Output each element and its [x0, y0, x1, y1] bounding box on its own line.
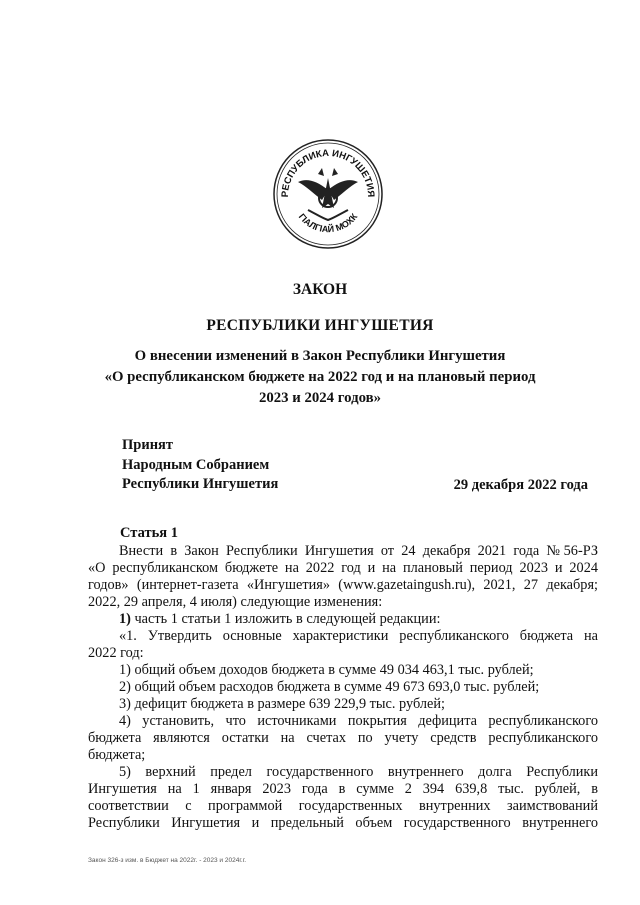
paragraph-line: «1. Утвердить основные характеристики республиканского бюджета на: [119, 628, 598, 644]
paragraph-line: 2022 год:: [88, 645, 144, 661]
paragraph-line: 2022, 29 апреля, 4 июля) следующие изменения:: [88, 594, 383, 610]
paragraph-line: бюджета являются остатки на счетах по учету средств республиканского: [88, 730, 598, 746]
paragraph-line: Республики Ингушетия и предельный объем государственного внутреннего: [88, 815, 598, 831]
paragraph-line: 2) общий объем расходов бюджета в сумме 49 673 693,0 тыс. рублей;: [119, 679, 540, 695]
emblem-top-text: РЕСПУБЛИКА ИНГУШЕТИЯ: [279, 147, 377, 198]
paragraph-line: Ингушетия на 1 января 2023 года в сумме 2 394 639,8 тыс. рублей, в: [88, 781, 598, 797]
paragraph-line: 1) общий объем доходов бюджета в сумме 49 034 463,1 тыс. рублей;: [119, 662, 534, 678]
adopted-label: Принят: [122, 437, 174, 453]
paragraph-line: Внести в Закон Республики Ингушетия от 24 декабря 2021 года №56-РЗ: [119, 543, 598, 559]
paragraph-line: [88, 611, 598, 628]
item-text: часть 1 статьи 1 изложить в следующей редакции:: [130, 611, 441, 627]
footer-filename: Закон 326-з изм. в Бюджет на 2022г. - 2023 и 2024г.г.: [88, 857, 247, 864]
coat-of-arms-emblem: [272, 138, 384, 250]
adopted-by-republic: Республики Ингушетия: [122, 476, 279, 492]
svg-text:ГIАЛГIАЙ МОХК: [297, 211, 360, 234]
paragraph-line: 5) верхний предел государственного внутреннего долга Республики: [119, 764, 598, 780]
item-number: 1): [119, 611, 131, 627]
paragraph-line: бюджета;: [88, 747, 146, 763]
paragraph-line: 4) установить, что источниками покрытия дефицита республиканского: [119, 713, 598, 729]
republic-heading: РЕСПУБЛИКИ ИНГУШЕТИЯ: [206, 317, 434, 334]
article-body: [88, 543, 598, 832]
paragraph-line: годов» (интернет-газета «Ингушетия» (www.gazetaingush.ru), 2021, 27 декабря;: [88, 577, 598, 593]
article-title: Статья 1: [120, 525, 178, 541]
paragraph-line: соответствии с программой государственных внутренних заимствований: [88, 798, 598, 814]
paragraph-line: 3) дефицит бюджета в размере 639 229,9 тыс. рублей;: [119, 696, 445, 712]
law-title-line-3: 2023 и 2024 годов»: [258, 390, 382, 406]
adopted-by-line: Народным Собранием: [122, 457, 270, 473]
paragraph-line: «О республиканском бюджете на 2022 год и на плановый период 2023 и 2024: [88, 560, 598, 576]
law-kind-heading: ЗАКОН: [292, 281, 348, 298]
law-title-line-2: «О республиканском бюджете на 2022 год и на плановый период: [104, 369, 536, 385]
law-title-line-1: О внесении изменений в Закон Республики Ингушетия: [134, 348, 506, 364]
emblem-bottom-text: ГIАЛГIАЙ МОХК: [296, 211, 360, 235]
adoption-date: 29 декабря 2022 года: [453, 477, 588, 493]
